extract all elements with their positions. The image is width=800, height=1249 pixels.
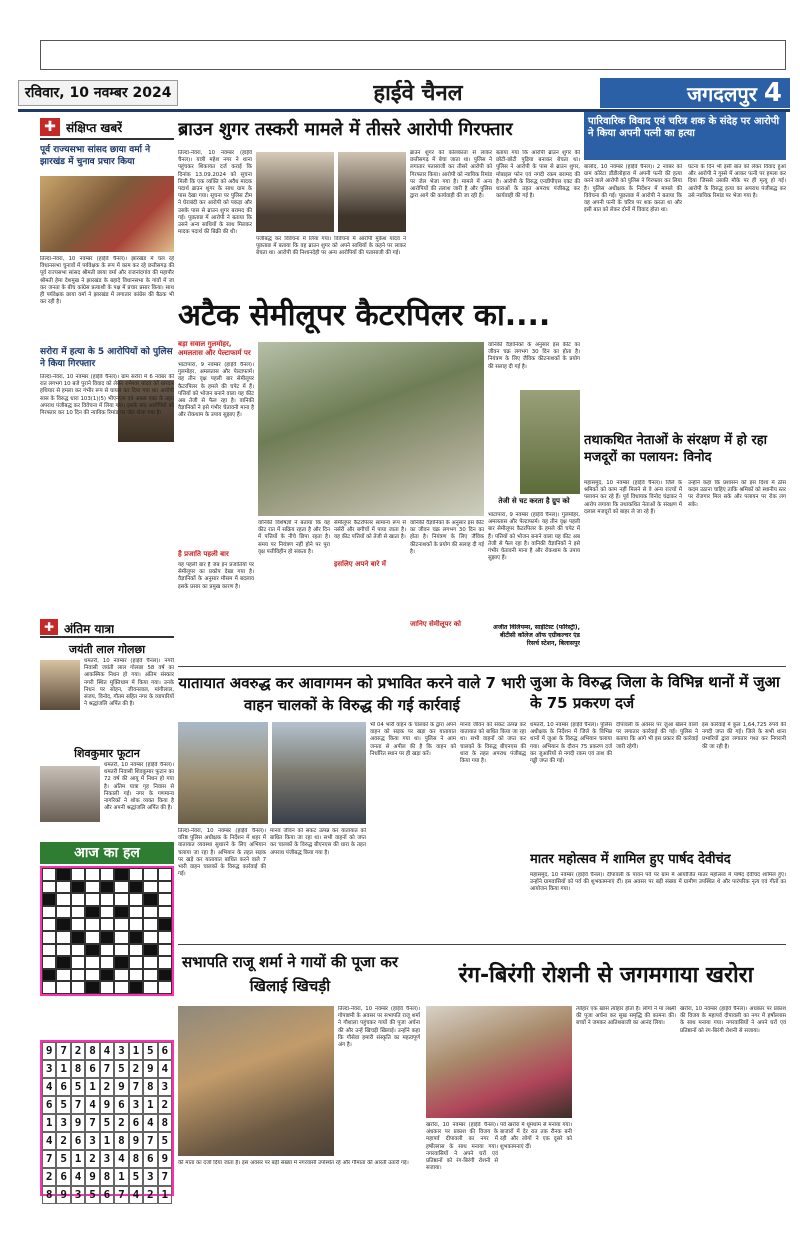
crossword-cell	[42, 868, 56, 881]
article-caterpillar-col1b: यह पहली बार है जब इन प्रजातियों पर सेमीलूपर का प्रकोप देखा गया है। वैज्ञानिकों के अनुसार मौसम में बदलाव इसके प्रसार का प्रमुख कारण है।	[178, 562, 254, 590]
crossword-cell	[114, 881, 128, 894]
article-caterpillar-col5: वानिकी वैज्ञानिकों के अनुसार इस कीट का जीवन चक्र लगभग 30 दिन का होता है। नियंत्रण के लिए जैविक कीटनाशकों के प्रयोग की सलाह दी गई है।	[488, 342, 580, 370]
crossword-cell	[71, 881, 85, 894]
sudoku-cell: 7	[42, 1150, 56, 1168]
crossword-cell	[114, 906, 128, 919]
sudoku-cell: 9	[56, 1186, 70, 1204]
subhead-caterpillar: बड़ा सवाल गुलमोहर, अमलतास और पेल्टाफार्म पर	[178, 340, 251, 357]
photo-caption: तेजी से चट करता है ग्रुप को	[498, 497, 570, 505]
crossword-cell	[114, 969, 128, 982]
article-cow-worship-col1: तिल्दा-नेवरा, 10 नवम्बर (हाईवे चैनल)। गोपाष्टमी के अवसर पर सभापति राजू शर्मा ने गौशाला पहुंचकर गायों की पूजा अर्चना की और उन्हें खिचड़ी खिलाई। उन्होंने कहा कि गौसेवा हमारी संस्कृति का महत्वपूर्ण अंग है।	[338, 1006, 420, 1049]
crossword-cell	[114, 931, 128, 944]
sudoku-cell: 1	[85, 1078, 99, 1096]
article-vehicles-col1: तिल्दा-नेवरा, 10 नवम्बर (हाईवे चैनल)। वरिष्ठ पुलिस अधीक्षक के निर्देशन में शहर में यातायात व्यवस्था सुधारने के लिए अभियान चलाया जा रहा है। अभियान के तहत सड़क पर खड़े कर यातायात बाधित करने वाले 7 भारी वाहन चालकों के विरुद्ध कार्रवाई की गई।	[178, 828, 266, 878]
crossword-cell	[42, 969, 56, 982]
subhead-caterpillar-3: इसलिए अपने बारे में	[334, 560, 386, 568]
crossword-cell	[100, 893, 114, 906]
sudoku-cell: 3	[158, 1078, 172, 1096]
sudoku-cell: 1	[158, 1186, 172, 1204]
sudoku-cell: 1	[56, 1060, 70, 1078]
crossword-cell	[85, 969, 99, 982]
headline-sarora-murder: सरोरा में हत्या के 5 आरोपियों को पुलिस ने किया गिरफ्तार	[40, 347, 173, 369]
article-caterpillar-col3: सेमीलूपर कैटरपिलर सामान्य रूप से नर्सरी और बगीचों में पाया जाता है। यह कीट पत्तियों को तेजी से खाता है।	[334, 520, 406, 541]
crossword-cell	[42, 944, 56, 957]
crossword-cell	[143, 906, 157, 919]
crossword-cell	[143, 956, 157, 969]
article-chhaya-verma: तिल्दा-नेवरा, 10 नवम्बर (हाईवे चैनल)। झारखंड में चल रहे विधानसभा चुनावों में पर्यवेक्षक के रूप में काम कर रहे छत्तीसगढ़ की पूर्व राज्यसभा सांसद श्रीमती छाया वर्मा और राजनांदगांव की महापौर श्रीमती हेमा देशमुख ने झारखंड के बहादे विधानसभा के गांवों में जा कर जनता के बीच कांग्रेस प्रत्याशी के पक्ष में प्रचार प्रसार किया। साथ ही पर्यवेक्षक छाया वर्मा ने झारखंड में लगातार कांग्रेस की बैठक भी कर रही है।	[40, 256, 174, 306]
sudoku-cell: 9	[100, 1096, 114, 1114]
obituary-text-1: धमतरी, 10 नवम्बर (हाईवे चैनल)। नगरी निवासी जयंती लाल गोलछा 58 वर्ष का आकस्मिक निधन हो गया। अंतिम संस्कार नगरी स्थित मुक्तिधाम में किया गया। उनके निधन पर सोहन, जीवनलाल, मांगीलाल, संजय, विनोद, गौतम सहित नगर के व्यापारियों ने श्रद्धांजलि अर्पित की है।	[84, 658, 174, 708]
sudoku-cell: 5	[114, 1060, 128, 1078]
sudoku-cell: 3	[42, 1060, 56, 1078]
page-number: 4	[763, 78, 782, 108]
sudoku-cell: 7	[143, 1132, 157, 1150]
crossword-cell	[100, 956, 114, 969]
crossword-cell	[143, 969, 157, 982]
headline-matar-festival: मातर महोत्सव में शामिल हुए पार्षद देवीचंद	[530, 852, 731, 867]
crossword-cell	[42, 981, 56, 994]
crossword-cell	[143, 918, 157, 931]
city-name: जगदलपुर	[687, 82, 757, 106]
crossword-cell	[143, 881, 157, 894]
crossword-cell	[129, 956, 143, 969]
crossword-cell	[129, 918, 143, 931]
sudoku-grid	[40, 1040, 174, 1201]
article-brown-sugar-col3: ब्राउन शुगर को कोलकाता से लाकर छत्तीसगढ़ में बेचा जाता था। पुलिस ने लगातार पतासाजी कर तीसरे आरोपी को गिरफ्तार किया। आरोपी को न्यायिक रिमांड पर जेल भेजा गया है। मामले में अन्य आरोपियों की तलाश जारी है और पुलिस द्वारा आगे की कार्यवाही की जा रही है।	[410, 150, 492, 200]
crossword-grid	[40, 866, 174, 996]
article-labor-col1: महासमुंद, 10 नवम्बर (हाईवे चैनल)। जिले के श्रमिकों को काम नहीं मिलने से वे अन्य राज्यों में पलायन कर रहे हैं। पूर्व विधायक विनोद चंद्राकर ने आरोप लगाया कि तथाकथित नेताओं के संरक्षण में दलाल मजदूरों को बाहर ले जा रहे हैं।	[584, 480, 682, 515]
issue-date: रविवार, 10 नवम्बर 2024	[18, 80, 178, 106]
crossword-cell	[71, 931, 85, 944]
crossword-cell	[100, 868, 114, 881]
city-banner	[600, 78, 790, 108]
crossword-cell	[158, 893, 172, 906]
sudoku-cell: 6	[56, 1078, 70, 1096]
headline-brown-sugar: ब्राउन शुगर तस्करी मामले में तीसरे आरोपी गिरफ्तार	[178, 119, 513, 140]
crossword-cell	[71, 944, 85, 957]
headline-gambling: जुआ के विरुद्ध जिला के विभिन्न थानों में जुआ के 75 प्रकरण दर्ज	[530, 673, 780, 712]
sudoku-cell: 7	[71, 1096, 85, 1114]
subhead-caterpillar-2: है प्रजाति पहली बार	[178, 550, 229, 558]
crossword-cell	[100, 944, 114, 957]
crossword-cell	[158, 969, 172, 982]
brief-news-header	[40, 116, 174, 140]
sudoku-cell: 4	[100, 1042, 114, 1060]
sudoku-cell: 8	[143, 1078, 157, 1096]
crossword-cell	[42, 956, 56, 969]
crossword-cell	[158, 906, 172, 919]
article-gambling-col1: धमतरी, 10 नवम्बर (हाईवे चैनल)। पुलिस अधीक्षक के निर्देशन में जिले के विभिन्न थानों में जुआ के विरुद्ध अभियान चलाया गया। अभियान के दौरान 75 प्रकरण दर्ज कर जुआरियों से नगदी रकम एवं ताश की गड्डी जप्त की गई।	[530, 722, 612, 765]
sudoku-cell: 6	[71, 1132, 85, 1150]
article-labor-col2: उन्होंने कहा कि प्रशासन को इस दिशा में ठोस कदम उठाना चाहिए ताकि श्रमिकों को स्थानीय स्तर पर रोजगार मिल सके और पलायन पर रोक लग सके।	[688, 480, 786, 508]
sudoku-cell: 2	[85, 1150, 99, 1168]
puzzle-title: आज का हल	[74, 845, 140, 861]
headline-family-dispute: पारिवारिक विवाद एवं चरित्र शक के संदेह पर आरोपी ने किया अपनी पत्नी का हत्या	[588, 116, 780, 139]
sudoku-cell: 5	[71, 1078, 85, 1096]
crossword-cell	[143, 931, 157, 944]
sudoku-cell: 8	[100, 1168, 114, 1186]
article-lights-col1: खरोरा, 10 नवम्बर (हाईवे चैनल)। अंधकार पर प्रकाश की विजय के महापर्व दीपावली का नगर में हर्षोल्लास के साथ मनाया गया। नगरवासियों ने अपने घरों एवं प्रतिष्ठानों को रंग-बिरंगी रोशनी से सजाया।	[426, 1122, 498, 1172]
sudoku-cell: 5	[129, 1168, 143, 1186]
sudoku-cell: 7	[114, 1186, 128, 1204]
article-gambling-col3: इस कार्रवाई में कुल 1,64,725 रुपये की नगदी जप्त की गई। जिले के सभी थाना प्रभारियों द्वारा लगातार गश्त कर निगरानी की जा रही है।	[702, 722, 786, 750]
sudoku-cell: 6	[42, 1096, 56, 1114]
sudoku-cell: 6	[85, 1060, 99, 1078]
crossword-cell	[85, 881, 99, 894]
headline-cow-worship: सभापति राजू शर्मा ने गायों की पूजा कर खिलाई खिचड़ी	[181, 953, 399, 995]
crossword-cell	[71, 906, 85, 919]
sudoku-cell: 1	[114, 1168, 128, 1186]
sudoku-cell: 8	[85, 1042, 99, 1060]
sudoku-cell: 9	[42, 1042, 56, 1060]
article-caterpillar-col1: भाटापारा, 9 नवम्बर (हाईवे चैनल)। गुलमोहर, अमलतास और पेल्टाफार्म। यह तीन वृक्ष पहली बार सेमीलूपर कैटरपिलर के हमले की चपेट में हैं। पत्तियों को भोजन बनाने वाला यह कीट अब तेजी से फैल रहा है। वानिकी वैज्ञानिकों ने इसे गंभीर चेतावनी माना है और रोकथाम के उपाय सुझाए हैं।	[178, 362, 254, 419]
crossword-cell	[129, 931, 143, 944]
crossword-cell	[85, 868, 99, 881]
sudoku-cell: 9	[114, 1078, 128, 1096]
article-brown-sugar-col4: बताया गया कि आरोपी ब्राउन शुगर की छोटी-छोटी पुड़िया बनाकर बेचता था। पुलिस ने आरोपी के पास से ब्राउन शुगर, मोबाइल फोन एवं नगदी रकम बरामद की है। आरोपी के विरुद्ध एनडीपीएस एक्ट की धाराओं के तहत अपराध पंजीबद्ध कर कार्यवाही की गई है।	[496, 150, 580, 200]
sudoku-cell: 6	[158, 1042, 172, 1060]
caterpillar-photo	[520, 390, 580, 494]
headline-caterpillar: अटैक सेमीलूपर कैटरपिलर का....	[178, 298, 551, 333]
puzzle-header	[40, 842, 174, 864]
accused-photo	[338, 152, 406, 232]
crossword-cell	[129, 906, 143, 919]
crossword-cell	[56, 944, 70, 957]
accused-photo	[256, 152, 334, 232]
cow-photo	[178, 1006, 334, 1156]
article-caterpillar-col2: वानिकी विशेषज्ञों ने बताया कि यह कीट रात में सक्रिय रहता है और दिन में पत्तियों के नीचे छिपा रहता है। समय पर नियंत्रण नहीं होने पर पूरा वृक्ष पत्तीविहीन हो सकता है।	[258, 520, 330, 555]
crossword-cell	[114, 981, 128, 994]
sudoku-cell: 6	[56, 1168, 70, 1186]
crossword-cell	[56, 881, 70, 894]
crossword-cell	[42, 918, 56, 931]
sudoku-cell: 2	[114, 1114, 128, 1132]
obituary-name-1: जयंती लाल गोलछा	[68, 643, 146, 656]
sudoku-cell: 6	[129, 1114, 143, 1132]
advertisement-box	[40, 40, 786, 70]
sudoku-cell: 7	[158, 1168, 172, 1186]
crossword-cell	[114, 918, 128, 931]
sudoku-cell: 1	[100, 1132, 114, 1150]
author-credit: अजीत विलियम्स, साइंटिस्ट (फॉरेस्ट्री), बीटीसी कॉलेज ऑफ एग्रीकल्चर एंड रिसर्च स्टेशन, बिलासपुर	[493, 624, 580, 647]
sudoku-cell: 5	[56, 1150, 70, 1168]
crossword-cell	[85, 981, 99, 994]
section-title: संक्षिप्त खबरें	[66, 121, 123, 135]
sudoku-cell: 4	[85, 1096, 99, 1114]
sudoku-cell: 5	[143, 1042, 157, 1060]
bullet-icon: ✚	[40, 619, 58, 635]
article-gambling-col2: दीपावली के अवसर पर जुआ खेलने वालों पर लगातार कार्रवाई की गई। पुलिस ने बताया कि आगे भी इस प्रकार की कार्रवाई जारी रहेगी।	[616, 722, 698, 750]
crossword-cell	[85, 893, 99, 906]
crossword-cell	[100, 918, 114, 931]
crossword-cell	[129, 893, 143, 906]
sudoku-cell: 9	[158, 1150, 172, 1168]
section-title: अंतिम यात्रा	[64, 622, 115, 636]
sudoku-cell: 8	[158, 1114, 172, 1132]
article-brown-sugar-col1: तिल्दा-नेवरा, 10 नवम्बर (हाईवे चैनल)। यात्री महेश नगर ने थाना पहुंचकर शिकायत दर्ज कराई कि दिनांक 13.09.2024 को सूचना मिली कि एक व्यक्ति को अवैध मादक पदार्थ ब्राउन शुगर के साथ ग्राम के पास देखा गया। सूचना पर पुलिस टीम ने घेराबंदी कर आरोपी को पकड़ा और उसके पास से ब्राउन शुगर बरामद की गई। पूछताछ में आरोपी ने बताया कि उसने अन्य साथियों के साथ मिलकर मादक पदार्थ की बिक्री की थी।	[178, 150, 252, 236]
crossword-cell	[158, 931, 172, 944]
article-matar-festival: महासमुंद, 10 नवम्बर (हाईवे चैनल)। दीपावली के पावन पर्व पर ग्राम में आयोजित मातर महोत्सव में पार्षद देवीचंद शामिल हुए। उन्होंने ग्रामवासियों को पर्व की शुभकामनाएं दीं। इस अवसर पर बड़ी संख्या में ग्रामीण उपस्थित थे और पारंपरिक नृत्य एवं गीतों का आयोजन किया गया।	[530, 872, 786, 893]
crossword-cell	[143, 981, 157, 994]
crossword-cell	[100, 906, 114, 919]
portrait-photo	[40, 766, 100, 822]
crossword-cell	[42, 906, 56, 919]
crossword-cell	[71, 868, 85, 881]
article-lights-col4: खरोरा, 10 नवम्बर (हाईवे चैनल)। अंधकार पर प्रकाश की विजय के महापर्व दीपावली का नगर में हर्षोल्लास के साथ मनाया गया। नगरवासियों ने अपने घरों एवं प्रतिष्ठानों को रंग-बिरंगी रोशनी से सजाया।	[680, 1006, 786, 1034]
article-family-dispute-col2: घटना के दिन भी इसी बात को लेकर विवाद हुआ और आरोपी ने गुस्से में आकर पत्नी पर हमला कर दिया जिससे उसकी मौके पर ही मृत्यु हो गई। आरोपी के विरुद्ध हत्या का अपराध पंजीबद्ध कर उसे न्यायिक रिमांड पर भेजा गया है।	[688, 164, 786, 199]
crossword-cell	[85, 956, 99, 969]
headline-chhaya-verma: पूर्व राज्यसभा सांसद छाया वर्मा ने झारखंड में चुनाव प्रचार किया	[40, 145, 151, 167]
obituary-header	[40, 618, 174, 638]
crossword-cell	[129, 881, 143, 894]
sudoku-cell: 7	[129, 1078, 143, 1096]
sudoku-cell: 3	[71, 1186, 85, 1204]
crossword-cell	[42, 931, 56, 944]
crossword-cell	[71, 969, 85, 982]
crossword-cell	[129, 944, 143, 957]
crossword-cell	[85, 918, 99, 931]
sudoku-cell: 4	[114, 1150, 128, 1168]
crossword-cell	[158, 944, 172, 957]
crossword-cell	[56, 893, 70, 906]
sudoku-cell: 9	[143, 1060, 157, 1078]
sudoku-cell: 2	[42, 1168, 56, 1186]
sudoku-cell: 8	[71, 1060, 85, 1078]
divider	[178, 666, 786, 667]
crossword-cell	[143, 868, 157, 881]
article-caterpillar-col4: वानिकी वैज्ञानिकों के अनुसार इस कीट का जीवन चक्र लगभग 30 दिन का होता है। नियंत्रण के लिए जैविक कीटनाशकों के प्रयोग की सलाह दी गई है।	[410, 520, 484, 555]
crossword-cell	[158, 868, 172, 881]
headline-kharora-lights: रंग-बिरंगी रोशनी से जगमगाया खरोरा	[458, 963, 754, 988]
sudoku-cell: 8	[42, 1186, 56, 1204]
article-vehicles-col3: भी 04 भारी वाहन के चालकों के द्वारा अपने वाहन को सड़क पर खड़ा कर यातायात अवरुद्ध किया गया था। पुलिस ने आम जनता से अपील की है कि वाहन को निर्धारित स्थान पर ही खड़ा करें।	[370, 722, 456, 757]
crossword-cell	[114, 868, 128, 881]
crossword-cell	[114, 956, 128, 969]
article-vehicles-col2: मानव जीवन को संकट उत्पन्न कर यातायात को बाधित किया जा रहा था। सभी वाहनों को जप्त कर चालकों के विरुद्ध बीएनएस की धारा के तहत अपराध पंजीबद्ध किया गया है।	[270, 828, 366, 856]
article-caterpillar-col6: भाटापारा, 9 नवम्बर (हाईवे चैनल)। गुलमोहर, अमलतास और पेल्टाफार्म। यह तीन वृक्ष पहली बार सेमीलूपर कैटरपिलर के हमले की चपेट में हैं। पत्तियों को भोजन बनाने वाला यह कीट अब तेजी से फैल रहा है। वानिकी वैज्ञानिकों ने इसे गंभीर चेतावनी माना है और रोकथाम के उपाय सुझाए हैं।	[488, 512, 580, 562]
sudoku-cell: 3	[85, 1132, 99, 1150]
crossword-cell	[42, 893, 56, 906]
sudoku-cell: 7	[56, 1042, 70, 1060]
crossword-cell	[143, 893, 157, 906]
crossword-cell	[56, 981, 70, 994]
page-name: हाईवे चैनल	[373, 81, 463, 106]
sudoku-cell: 2	[129, 1060, 143, 1078]
crossword-cell	[100, 881, 114, 894]
police-photo	[272, 722, 366, 824]
portrait-photo	[40, 660, 80, 710]
sudoku-cell: 8	[129, 1150, 143, 1168]
sudoku-cell: 3	[114, 1042, 128, 1060]
crossword-cell	[56, 906, 70, 919]
crossword-cell	[114, 944, 128, 957]
divider	[178, 944, 786, 945]
crossword-cell	[42, 881, 56, 894]
crossword-cell	[100, 931, 114, 944]
sudoku-cell: 1	[143, 1096, 157, 1114]
article-lights-col3: त्योहार एक खास त्योहार होता है। लोगों ने मां लक्ष्मी की पूजा अर्चना कर सुख समृद्धि की कामना की। बच्चों ने जमकर आतिशबाजी का आनंद लिया।	[576, 1006, 676, 1027]
sudoku-cell: 5	[56, 1096, 70, 1114]
crossword-cell	[100, 981, 114, 994]
crossword-cell	[56, 931, 70, 944]
crossword-cell	[71, 956, 85, 969]
sudoku-cell: 8	[114, 1132, 128, 1150]
bullet-icon: ✚	[40, 118, 60, 136]
trucks-photo	[178, 722, 268, 824]
sudoku-cell: 3	[100, 1150, 114, 1168]
sudoku-cell: 1	[129, 1042, 143, 1060]
masthead	[18, 78, 790, 112]
sudoku-cell: 4	[158, 1060, 172, 1078]
article-lights-col2: पर्व खरोरा में धूमधाम से मनाया गया। बाजारों में देर रात तक रौनक बनी रही और लोगों ने एक दूसरे को शुभकामनाएं दीं।	[500, 1122, 572, 1150]
obituary-text-2: धमतरी, 10 नवम्बर (हाईवे चैनल)। धमतरी निवासी शिवकुमार फूटान का 72 वर्ष की आयु में निधन हो गया है। अंतिम यात्रा गृह निवास से निकाली गई। नगर के गणमान्य नागरिकों ने शोक व्यक्त किया है और अपनी श्रद्धांजलि अर्पित की है।	[104, 762, 174, 812]
rangoli-photo	[426, 1006, 572, 1118]
sudoku-cell: 7	[100, 1060, 114, 1078]
crossword-cell	[114, 893, 128, 906]
headline-box	[584, 112, 786, 160]
sudoku-cell: 4	[42, 1078, 56, 1096]
sudoku-cell: 2	[100, 1078, 114, 1096]
sudoku-cell: 6	[143, 1150, 157, 1168]
sudoku-cell: 4	[129, 1186, 143, 1204]
rally-photo	[40, 176, 174, 252]
crossword-cell	[71, 918, 85, 931]
sudoku-cell: 6	[114, 1096, 128, 1114]
article-sarora-murder: तिल्दा-नेवरा, 10 नवम्बर (हाईवे चैनल)। ग्राम सरोरा में 6 नवंबर की रात लगभग 10 बजे पुराने विवाद को लेकर रामेश्वर यादव को धारदार हथियार से हमला कर गंभीर रूप से घायल कर दिया गया था। आरोपी सास के विरुद्ध धारा 103(1)(5) भीएनएस एवं आम्र्स एक्ट के तहत अपराध पंजीबद्ध कर विवेचना में लिया गया। इसके बाद आरोपियों को गिरफ्तार कर 10 दिन की न्यायिक रिमांड पर जेल भेजा गया है।	[40, 374, 174, 417]
headline-heavy-vehicles: यातायात अवरुद्ध कर आवागमन को प्रभावित करने वाले 7 भारी वाहन चालकों के विरुद्ध की गई कार्रवाई	[178, 674, 526, 714]
sudoku-cell: 2	[56, 1132, 70, 1150]
sudoku-cell: 2	[71, 1042, 85, 1060]
crossword-cell	[85, 931, 99, 944]
crossword-cell	[129, 868, 143, 881]
headline-labor-migration: तथाकथित नेताओं के संरक्षण में हो रहा मजदूरों का पलायन: विनोद	[584, 433, 768, 465]
sudoku-cell: 5	[158, 1132, 172, 1150]
sudoku-cell: 9	[71, 1114, 85, 1132]
sudoku-cell: 4	[143, 1114, 157, 1132]
article-family-dispute-col1: बालोद, 10 नवम्बर (हाईवे चैनल)। 2 नवंबर को ग्राम कोरेटा डौंडीलोहारा में अपनी पत्नी की हत्या करने वाले आरोपी को पुलिस ने गिरफ्तार कर लिया है। पुलिस अधीक्षक के निर्देशन में मामले की विवेचना की गई। पूछताछ में आरोपी ने बताया कि वह अपनी पत्नी के चरित्र पर शक करता था और इसी बात को लेकर दोनों में विवाद होता था।	[584, 164, 682, 214]
sudoku-cell: 4	[71, 1168, 85, 1186]
crossword-cell	[56, 969, 70, 982]
sudoku-cell: 1	[71, 1150, 85, 1168]
crossword-cell	[158, 918, 172, 931]
crossword-cell	[71, 893, 85, 906]
sudoku-cell: 3	[56, 1114, 70, 1132]
crossword-cell	[129, 969, 143, 982]
article-vehicles-col4: मानव जीवन को संकट उत्पन्न कर यातायात को बाधित किया जा रहा था। सभी वाहनों को जप्त कर चालकों के विरुद्ध बीएनएस की धारा के तहत अपराध पंजीबद्ध किया गया है।	[460, 722, 526, 765]
obituary-name-2: शिवकुमार फूटान	[74, 747, 140, 760]
sudoku-cell: 3	[143, 1168, 157, 1186]
sudoku-cell: 7	[85, 1114, 99, 1132]
sudoku-cell: 5	[85, 1186, 99, 1204]
sudoku-cell: 5	[100, 1114, 114, 1132]
sudoku-cell: 2	[158, 1096, 172, 1114]
crossword-cell	[158, 981, 172, 994]
sudoku-cell: 9	[85, 1168, 99, 1186]
trees-photo	[258, 342, 484, 516]
crossword-cell	[71, 981, 85, 994]
crossword-cell	[129, 981, 143, 994]
crossword-cell	[158, 881, 172, 894]
crossword-cell	[56, 868, 70, 881]
crossword-cell	[85, 944, 99, 957]
sudoku-cell: 2	[143, 1186, 157, 1204]
crossword-cell	[100, 969, 114, 982]
crossword-cell	[56, 956, 70, 969]
article-cow-worship-col2: की माता का दर्जा दिया जाता है। इस अवसर पर बड़ी संख्या में नगरवासी उपस्थित रहे और गौमाता की आरती उतारी गई।	[178, 1160, 409, 1166]
sudoku-cell: 3	[129, 1096, 143, 1114]
crossword-cell	[85, 906, 99, 919]
subhead-caterpillar-4: जानिए सेमीलूपर को	[410, 620, 461, 628]
sudoku-cell: 1	[42, 1114, 56, 1132]
sudoku-cell: 4	[42, 1132, 56, 1150]
sudoku-cell: 6	[100, 1186, 114, 1204]
article-brown-sugar-col2: पंजीबद्ध कर विवेचना में लिया गया। विवेचना में आरोपी मुकेश यादव ने पूछताछ में बताया कि वह ब्राउन शुगर को अपने साथियों के कहने पर लाकर बेचता था। आरोपी की निशानदेही पर अन्य आरोपियों की पतासाजी की गई।	[256, 236, 406, 257]
crossword-cell	[56, 918, 70, 931]
crossword-cell	[158, 956, 172, 969]
crossword-cell	[143, 944, 157, 957]
sudoku-cell: 9	[129, 1132, 143, 1150]
